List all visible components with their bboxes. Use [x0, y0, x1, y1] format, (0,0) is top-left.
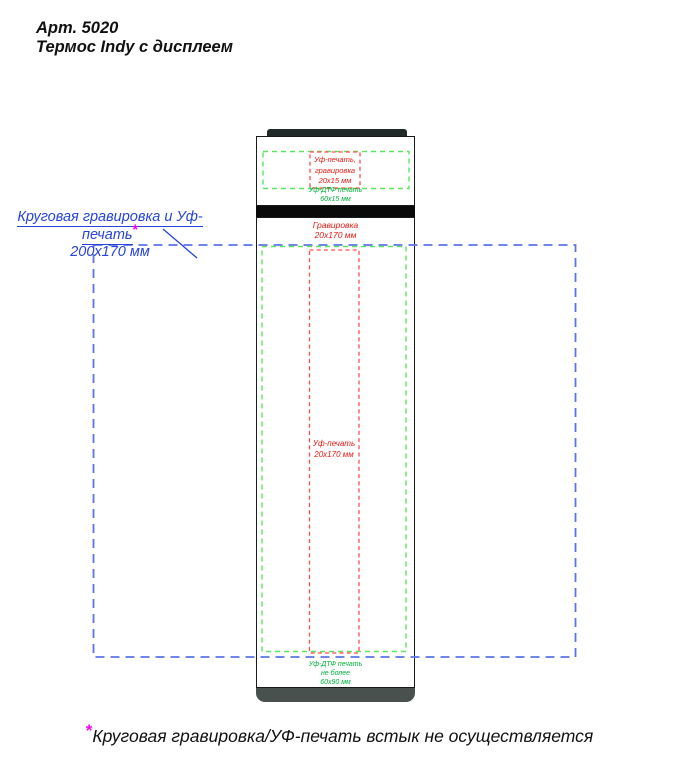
lid-uv-engraving-label — [310, 152, 360, 187]
thermos-display-band — [256, 206, 415, 217]
product-name: Термос Indy с дисплеем — [36, 38, 233, 56]
body-dtf-label-line1: Уф-ДТФ печать — [308, 661, 363, 668]
thermos-base — [256, 688, 415, 702]
body-dtf-label-size: 60x90 мм — [320, 679, 351, 686]
callout-asterisk: * — [132, 221, 138, 237]
article-number: Арт. 5020 — [36, 19, 119, 37]
lid-dtf-label-line1: Уф-ДТФ печать — [308, 187, 363, 194]
body-uv-print-label — [309, 438, 359, 460]
lid-uv-label-size: 20x15 мм — [318, 176, 352, 185]
body-dtf-label — [256, 660, 415, 687]
footnote-asterisk: * — [85, 721, 93, 740]
callout-label: Круговая гравировка и Уф-печать — [17, 209, 203, 243]
body-engraving-label-size: 20x170 мм — [314, 230, 357, 240]
body-dtf-label-line2: не более — [320, 670, 351, 677]
lid-dtf-label — [256, 187, 415, 204]
footnote-text: Круговая гравировка/УФ-печать встык не осуществляется — [92, 726, 594, 746]
body-engraving-label — [256, 220, 415, 240]
lid-uv-label-line1: Уф-печать, — [314, 155, 356, 164]
footnote — [0, 721, 679, 747]
product-title-block — [36, 19, 233, 57]
body-engraving-label-line1: Гравировка — [312, 220, 359, 230]
wrap-area-callout — [4, 209, 216, 261]
callout-dimensions: 200x170 мм — [70, 244, 150, 260]
lid-dtf-label-size: 60x15 мм — [320, 195, 351, 203]
callout-label-line — [4, 209, 216, 244]
lid-uv-label-line2: гравировка — [314, 165, 356, 175]
body-uv-label-line1: Уф-печать — [312, 439, 356, 448]
body-uv-label-size: 20x170 мм — [314, 450, 354, 459]
